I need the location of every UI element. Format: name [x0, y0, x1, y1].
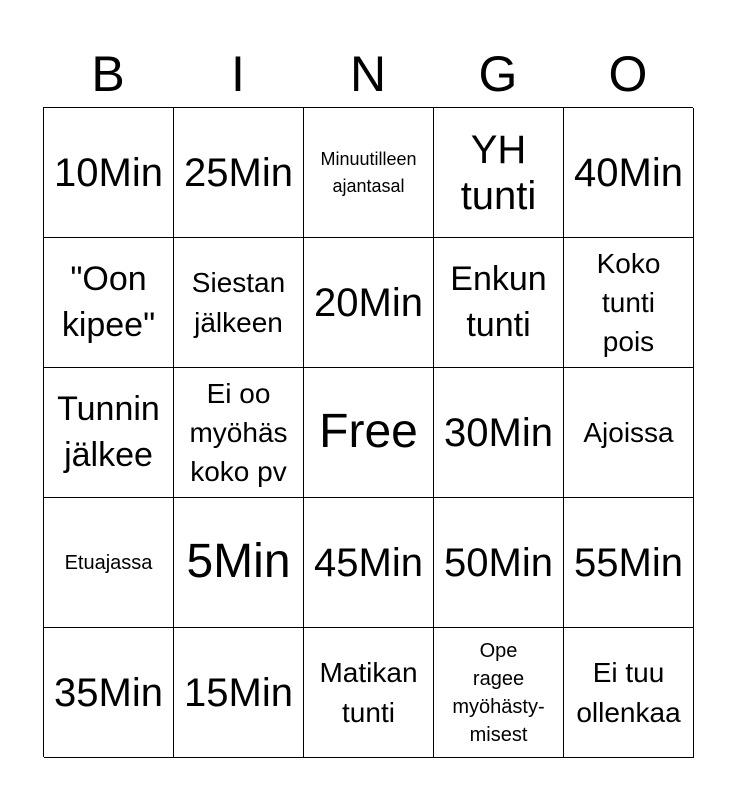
bingo-cell[interactable]: 10Min	[44, 108, 174, 238]
bingo-cell[interactable]: 15Min	[174, 628, 304, 758]
bingo-header	[43, 40, 693, 108]
bingo-cell[interactable]: Siestan jälkeen	[174, 238, 304, 368]
bingo-cell[interactable]: 5Min	[174, 498, 304, 628]
bingo-cell[interactable]: Ajoissa	[564, 368, 694, 498]
bingo-cell[interactable]: 25Min	[174, 108, 304, 238]
bingo-cell[interactable]: "Oon kipee"	[44, 238, 174, 368]
bingo-cell[interactable]: Etuajassa	[44, 498, 174, 628]
header-letter-b: B	[91, 46, 125, 102]
bingo-cell[interactable]: Tunnin jälkee	[44, 368, 174, 498]
bingo-cell[interactable]: Ei oo myöhäs koko pv	[174, 368, 304, 498]
bingo-cell-free[interactable]: Free	[304, 368, 434, 498]
bingo-cell[interactable]: Koko tunti pois	[564, 238, 694, 368]
header-letter-o: O	[608, 46, 648, 102]
bingo-cell[interactable]: Ei tuu ollenkaa	[564, 628, 694, 758]
bingo-cell[interactable]: 50Min	[434, 498, 564, 628]
bingo-cell[interactable]: 30Min	[434, 368, 564, 498]
bingo-board	[43, 107, 693, 757]
bingo-cell[interactable]: Minuutilleen ajantasal	[304, 108, 434, 238]
header-letter-i: I	[231, 46, 245, 102]
bingo-cell[interactable]: Matikan tunti	[304, 628, 434, 758]
bingo-cell[interactable]: YH tunti	[434, 108, 564, 238]
header-letter-g: G	[478, 46, 518, 102]
header-letter-n: N	[349, 46, 387, 102]
bingo-cell[interactable]: 40Min	[564, 108, 694, 238]
bingo-cell[interactable]: 20Min	[304, 238, 434, 368]
bingo-cell[interactable]: 35Min	[44, 628, 174, 758]
bingo-cell[interactable]: 55Min	[564, 498, 694, 628]
bingo-cell[interactable]: Enkun tunti	[434, 238, 564, 368]
bingo-cell[interactable]: Ope ragee myöhästy- misest	[434, 628, 564, 758]
bingo-cell[interactable]: 45Min	[304, 498, 434, 628]
